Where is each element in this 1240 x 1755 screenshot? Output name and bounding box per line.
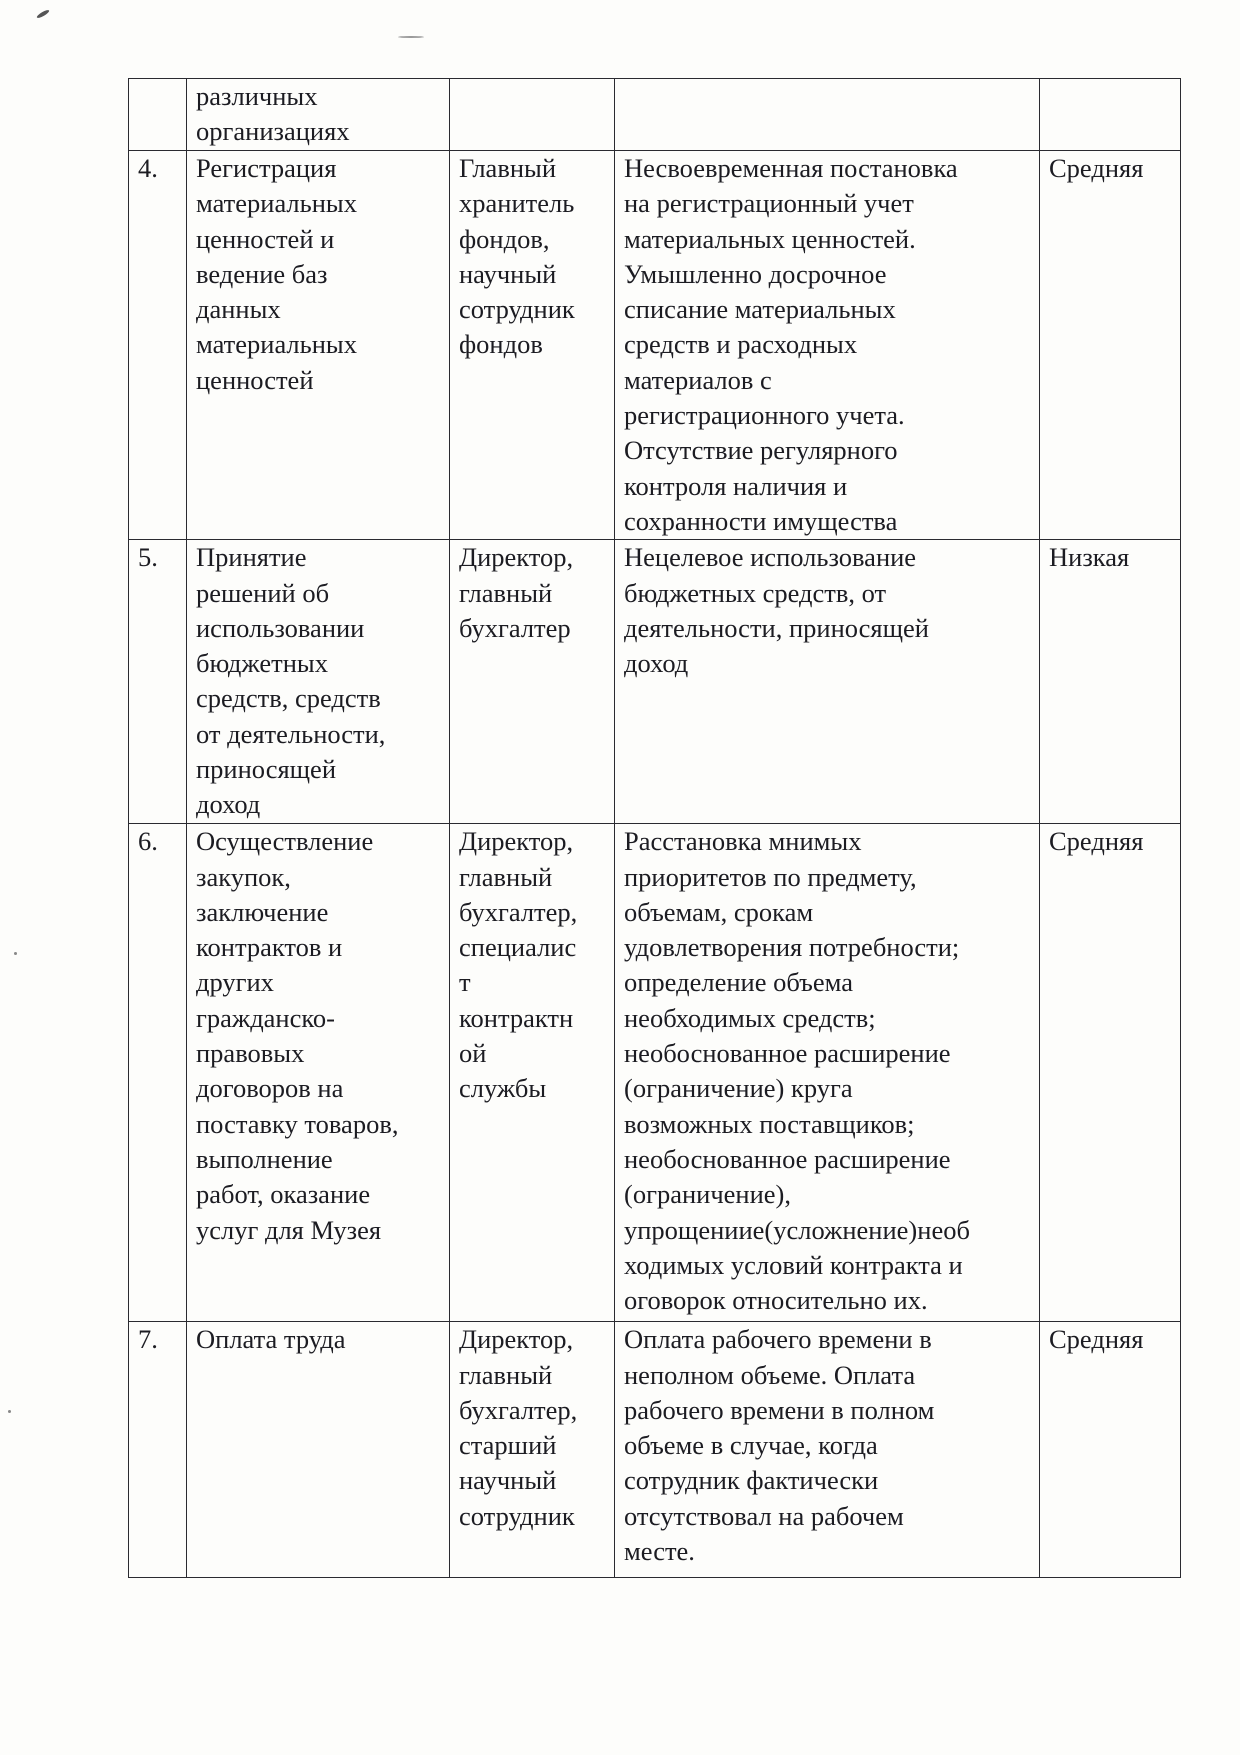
risk-level-text: Низкая: [1049, 542, 1130, 573]
risk-level-text: Средняя: [1049, 153, 1144, 183]
process-text: различных организациях: [196, 81, 350, 147]
table-row: [129, 540, 1181, 824]
process-cell: [187, 1322, 450, 1578]
positions-text: Директор, главный бухгалтер: [459, 542, 574, 643]
scan-speck: [398, 36, 424, 38]
row-number-cell: [129, 1322, 187, 1578]
risk-description-text: Расстановка мнимых приоритетов по предмету, объемам, срокам удовлетворения потребности; определение объема необходимых средств; необоснованное расширение (ограничение) круга возможных поставщиков; необоснованное расширение (ограничение), упрощениие(усложнение)необ ходимых условий контракта и оговорок относительно их.: [624, 826, 970, 1316]
table-body: [129, 79, 1181, 1578]
row-number-text: 7.: [138, 1324, 158, 1355]
row-number-cell: [129, 540, 187, 824]
process-cell: [187, 79, 450, 151]
process-text: Принятие решений об использовании бюджетных средств, средств от деятельности, приносящей доход: [196, 542, 386, 820]
process-cell: [187, 824, 450, 1322]
risk-description-cell: [615, 824, 1040, 1322]
process-text: Регистрация материальных ценностей и ведение баз данных материальных ценностей: [196, 153, 357, 395]
positions-cell: [450, 79, 615, 151]
process-text: Осуществление закупок, заключение контрактов и других гражданско- правовых договоров на поставку товаров, выполнение работ, оказание услуг для Музея: [196, 826, 399, 1245]
row-number-text: 6.: [138, 826, 158, 857]
positions-text: Директор, главный бухгалтер, специалис т контрактн ой службы: [459, 826, 578, 1104]
risk-description-cell: [615, 1322, 1040, 1578]
positions-text: Директор, главный бухгалтер, старший научный сотрудник: [459, 1324, 578, 1531]
positions-cell: [450, 1322, 615, 1578]
row-number-text: 5.: [138, 542, 158, 573]
risk-level-cell: [1040, 824, 1181, 1322]
scan-speck: [14, 952, 17, 955]
risk-description-cell: [615, 151, 1040, 540]
corruption-risk-table: [128, 78, 1181, 1578]
positions-cell: [450, 151, 615, 540]
table-row: [129, 1322, 1181, 1578]
scan-speck: [8, 1410, 11, 1413]
risk-level-cell: [1040, 151, 1181, 540]
row-number-cell: [129, 79, 187, 151]
table-row: [129, 79, 1181, 151]
scan-speck: [36, 9, 50, 19]
risk-level-cell: [1040, 540, 1181, 824]
positions-cell: [450, 824, 615, 1322]
risk-level-cell: [1040, 1322, 1181, 1578]
positions-text: Главный хранитель фондов, научный сотрудник фондов: [459, 153, 575, 360]
risk-description-text: Несвоевременная постановка на регистрационный учет материальных ценностей. Умышленно досрочное списание материальных средств и расходных материалов с регистрационного учета. Отсутствие регулярного контроля наличия и сохранности имущества: [624, 153, 958, 536]
risk-level-text: Средняя: [1049, 826, 1144, 857]
row-number-text: 4.: [138, 153, 158, 183]
table-row: [129, 151, 1181, 540]
risk-description-cell: [615, 79, 1040, 151]
row-number-cell: [129, 824, 187, 1322]
risk-level-cell: [1040, 79, 1181, 151]
positions-cell: [450, 540, 615, 824]
table-row: [129, 824, 1181, 1322]
risk-description-cell: [615, 540, 1040, 824]
process-text: Оплата труда: [196, 1324, 346, 1355]
risk-description-text: Оплата рабочего времени в неполном объеме. Оплата рабочего времени в полном объеме в случае, когда сотрудник фактически отсутствовал на рабочем месте.: [624, 1324, 935, 1567]
process-cell: [187, 151, 450, 540]
risk-level-text: Средняя: [1049, 1324, 1144, 1355]
row-number-cell: [129, 151, 187, 540]
process-cell: [187, 540, 450, 824]
risk-description-text: Нецелевое использование бюджетных средств, от деятельности, приносящей доход: [624, 542, 929, 679]
